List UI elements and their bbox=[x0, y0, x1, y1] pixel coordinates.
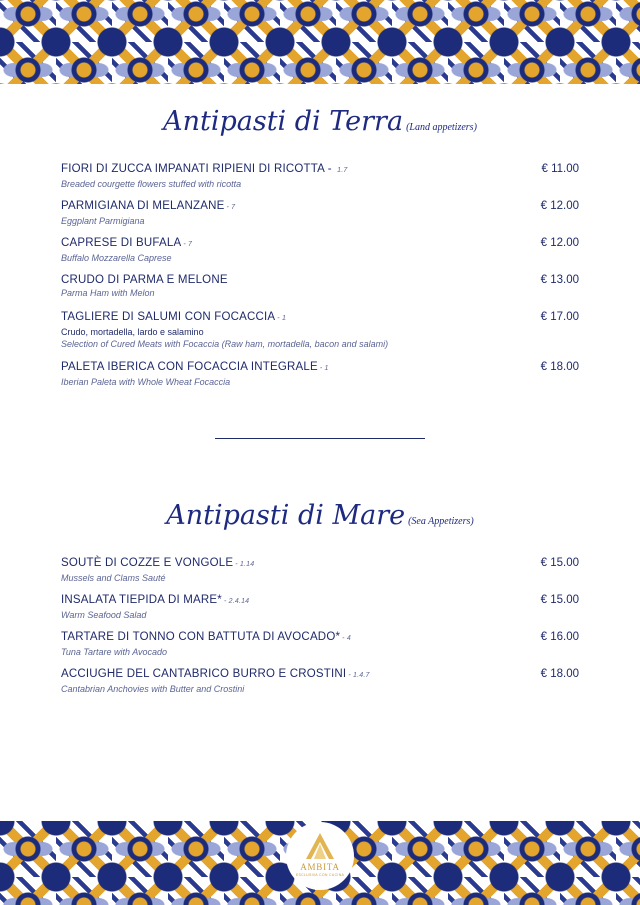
item-allergens: - 2.4.14 bbox=[223, 598, 250, 605]
item-name-line bbox=[61, 199, 579, 215]
item-price: € 15.00 bbox=[540, 594, 579, 606]
item-allergens: - 4 bbox=[342, 635, 351, 642]
item-name-line bbox=[61, 556, 579, 572]
item-name-line bbox=[61, 236, 579, 252]
item-name: CAPRESE DI BUFALA bbox=[61, 237, 182, 249]
item-name: CRUDO DI PARMA E MELONE bbox=[61, 274, 228, 286]
item-price: € 18.00 bbox=[540, 668, 579, 680]
item-allergens: 1.7 bbox=[337, 167, 348, 174]
item-english: Eggplant Parmigiana bbox=[61, 216, 145, 226]
item-english: Parma Ham with Melon bbox=[61, 288, 155, 298]
item-name-line bbox=[61, 593, 579, 609]
item-price: € 16.00 bbox=[540, 631, 579, 643]
restaurant-logo bbox=[286, 822, 354, 890]
item-name: PARMIGIANA DI MELANZANE bbox=[61, 200, 225, 212]
menu-item bbox=[61, 310, 579, 350]
item-price: € 12.00 bbox=[540, 200, 579, 212]
item-name: INSALATA TIEPIDA DI MARE* bbox=[61, 594, 222, 606]
item-price: € 11.00 bbox=[541, 163, 579, 175]
section-title-text: Antipasti di Mare bbox=[166, 500, 406, 531]
item-price: € 18.00 bbox=[540, 361, 579, 373]
menu-item bbox=[61, 667, 579, 695]
item-name-line bbox=[61, 310, 579, 326]
item-name-line bbox=[61, 360, 579, 376]
item-english: Warm Seafood Salad bbox=[61, 610, 147, 620]
decorative-tile-border-top bbox=[0, 0, 640, 84]
item-english: Iberian Paleta with Whole Wheat Focaccia bbox=[61, 377, 231, 387]
item-name: TARTARE DI TONNO CON BATTUTA DI AVOCADO* bbox=[61, 631, 341, 643]
section-subtitle: (Land appetizers) bbox=[406, 122, 477, 133]
menu-item bbox=[61, 236, 579, 264]
menu-item bbox=[61, 556, 579, 584]
item-name-line bbox=[61, 630, 579, 646]
item-english: Tuna Tartare with Avocado bbox=[61, 647, 168, 657]
logo-mark-icon bbox=[305, 832, 335, 860]
item-name: SOUTÈ DI COZZE E VONGOLE bbox=[61, 557, 234, 569]
item-english: Buffalo Mozzarella Caprese bbox=[61, 253, 172, 263]
item-name-line bbox=[61, 667, 579, 683]
item-allergens: - 1 bbox=[319, 365, 329, 372]
menu-item bbox=[61, 360, 579, 388]
item-name: TAGLIERE DI SALUMI CON FOCACCIA bbox=[61, 311, 276, 323]
item-allergens: - 1 bbox=[277, 315, 287, 322]
logo-name: AMBITA bbox=[300, 862, 340, 872]
item-allergens: - 1.14 bbox=[235, 561, 255, 568]
item-allergens: - 7 bbox=[226, 204, 236, 211]
menu-item bbox=[61, 593, 579, 621]
item-name: PALETA IBERICA CON FOCACCIA INTEGRALE bbox=[61, 361, 318, 373]
item-allergens: - 7 bbox=[183, 241, 193, 248]
section-title-terra bbox=[0, 106, 640, 137]
item-english: Mussels and Clams Sauté bbox=[61, 573, 166, 583]
item-name-line bbox=[61, 273, 579, 287]
item-price: € 17.00 bbox=[540, 311, 579, 323]
menu-item bbox=[61, 162, 579, 190]
section-divider bbox=[215, 438, 425, 439]
menu-item bbox=[61, 273, 579, 299]
item-price: € 12.00 bbox=[540, 237, 579, 249]
item-name: ACCIUGHE DEL CANTABRICO BURRO E CROSTINI bbox=[61, 668, 347, 680]
menu-item bbox=[61, 630, 579, 658]
section-title-mare bbox=[0, 500, 640, 531]
item-description: Crudo, mortadella, lardo e salamino bbox=[61, 327, 204, 337]
menu-item bbox=[61, 199, 579, 227]
item-english: Cantabrian Anchovies with Butter and Crostini bbox=[61, 684, 245, 694]
item-allergens: - 1.4.7 bbox=[348, 672, 370, 679]
item-english: Selection of Cured Meats with Focaccia (Raw ham, mortadella, bacon and salami) bbox=[61, 339, 389, 349]
item-name-line bbox=[61, 162, 579, 178]
item-price: € 15.00 bbox=[540, 557, 579, 569]
logo-tagline: ESCLUSIVA CON CUCINA bbox=[295, 873, 345, 877]
section-subtitle: (Sea Appetizers) bbox=[408, 516, 474, 527]
item-english: Breaded courgette flowers stuffed with ricotta bbox=[61, 179, 242, 189]
section-title-text: Antipasti di Terra bbox=[163, 106, 404, 137]
item-name: FIORI DI ZUCCA IMPANATI RIPIENI DI RICOTTA - bbox=[61, 163, 336, 175]
item-price: € 13.00 bbox=[540, 274, 579, 286]
